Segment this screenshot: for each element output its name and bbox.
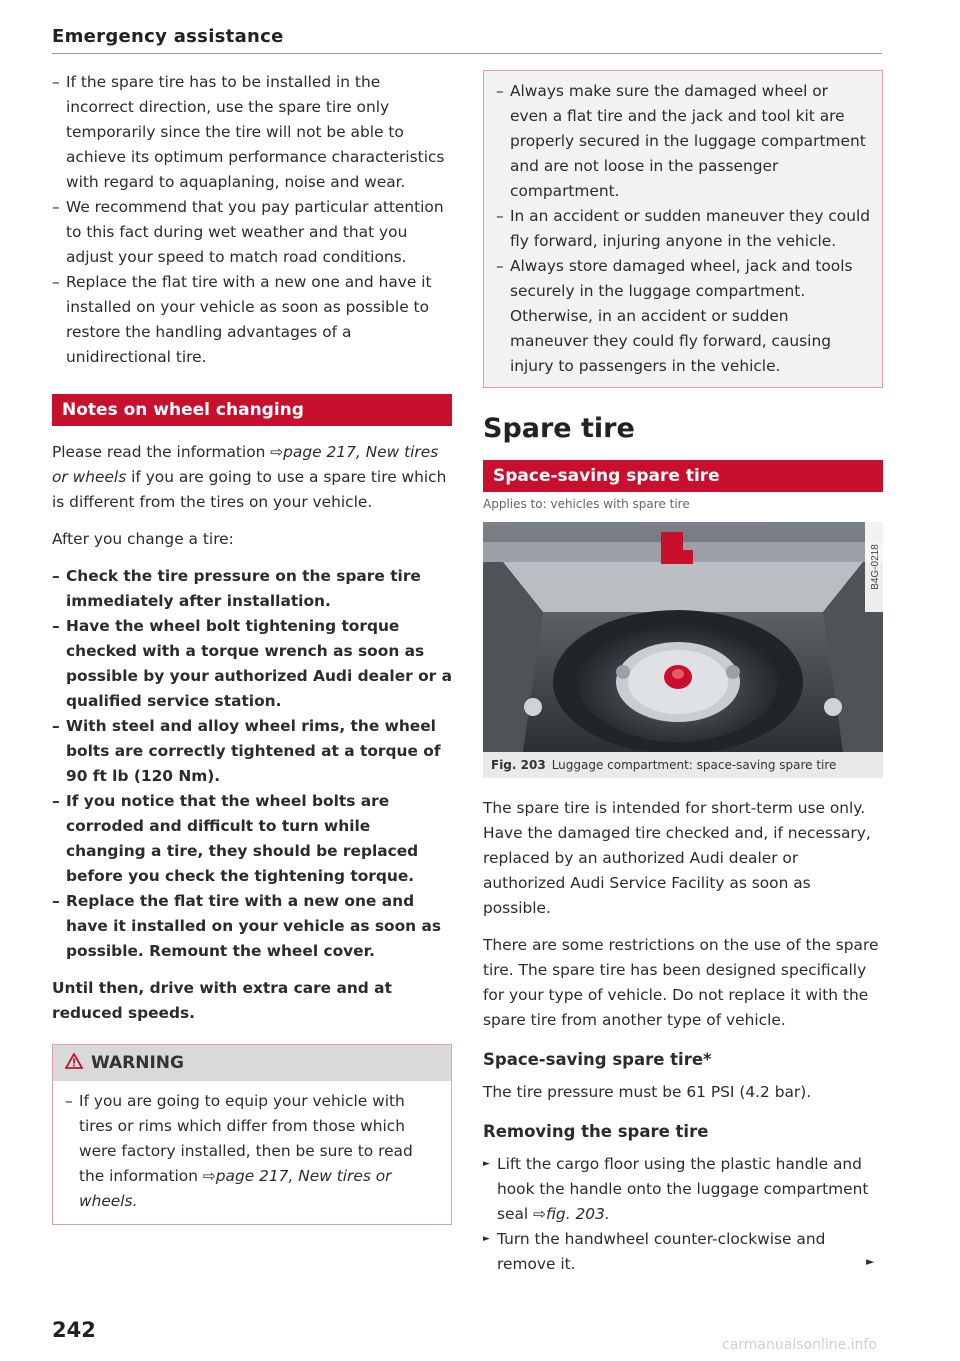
list-item: – In an accident or sudden maneuver they could fly forward, injuring anyone in the vehicle.	[496, 204, 870, 254]
warning-continuation-box	[483, 70, 883, 388]
list-item: – We recommend that you pay particular attention to this fact during wet weather and that you adjust your speed to match road conditions.	[52, 195, 452, 270]
list-item: – Have the wheel bolt tightening torque checked with a torque wrench as soon as possible by your authorized Audi dealer or a qualified service station.	[52, 614, 452, 714]
step-item: ► Lift the cargo floor using the plastic handle and hook the handle onto the luggage compartment seal ⇨fig. 203.	[483, 1152, 883, 1227]
after-change-text: After you change a tire:	[52, 530, 234, 548]
warning-box	[52, 1044, 452, 1225]
left-column	[52, 70, 452, 1225]
warning-header	[53, 1045, 451, 1081]
page-reference-link[interactable]: ⇨page 217, New tires or wheels	[52, 443, 439, 486]
page-number: 242	[52, 1318, 96, 1342]
read-info-paragraph: Please read the information ⇨page 217, New tires or wheels if you are going to use a spare tire which is different from the tires on your vehicle.	[52, 443, 447, 511]
notes-heading: Notes on wheel changing	[52, 394, 452, 426]
warning-label: WARNING	[91, 1053, 184, 1073]
warning-triangle-icon	[65, 1053, 83, 1069]
subheading-space-saving: Space-saving spare tire*	[483, 1050, 712, 1069]
applies-to-note: Applies to: vehicles with spare tire	[483, 497, 690, 511]
warning-text: – If you are going to equip your vehicle with tires or rims which differ from those which were factory installed, then be sure to read the information ⇨page 217, New tires or wheels.	[65, 1089, 439, 1214]
page-reference-link[interactable]: ⇨page 217, New tires or wheels.	[79, 1167, 392, 1210]
continue-arrow-icon: ►	[866, 1255, 875, 1268]
list-item: – Check the tire pressure on the spare tire immediately after installation.	[52, 564, 452, 614]
paragraph: The spare tire is intended for short-term use only. Have the damaged tire checked and, if necessary, replaced by an authorized Audi dealer or authorized Audi Service Facility as soon as possible.	[483, 799, 871, 917]
until-then-text: Until then, drive with extra care and at reduced speeds.	[52, 979, 392, 1022]
tire-pressure-text: The tire pressure must be 61 PSI (4.2 bar).	[483, 1083, 812, 1101]
list-item: – Always store damaged wheel, jack and tools securely in the luggage compartment. Otherwise, in an accident or sudden maneuver they could fly forward, causing injury to passengers in the vehicle.	[496, 254, 870, 383]
subheading-removing: Removing the spare tire	[483, 1122, 709, 1141]
figure-reference-link[interactable]: ⇨fig. 203.	[533, 1205, 610, 1223]
figure-code: B4G-0218	[870, 544, 881, 590]
list-item: – Always make sure the damaged wheel or even a flat tire and the jack and tool kit are properly secured in the luggage compartment and are not loose in the passenger compartment.	[496, 79, 870, 204]
spare-tire-illustration	[483, 522, 883, 752]
step-item: ► Turn the handwheel counter-clockwise and remove it.	[483, 1227, 883, 1277]
subsection-heading: Space-saving spare tire	[483, 460, 883, 492]
list-item: – If the spare tire has to be installed in the incorrect direction, use the spare tire only temporarily since the tire will not be able to achieve its optimum performance characteristics with regard to aquaplaning, noise and wear.	[52, 70, 452, 195]
figure-203	[483, 522, 883, 778]
page-header-title: Emergency assistance	[52, 26, 284, 47]
header-rule	[52, 53, 882, 54]
right-column	[483, 70, 883, 1277]
section-title: Spare tire	[483, 413, 635, 444]
list-item: – Replace the flat tire with a new one and have it installed on your vehicle as soon as possible to restore the handling advantages of a unidirectional tire.	[52, 270, 452, 370]
watermark-text: carmanualsonline.info	[722, 1337, 877, 1353]
list-item: – With steel and alloy wheel rims, the wheel bolts are correctly tightened at a torque of 90 ft lb (120 Nm).	[52, 714, 452, 789]
list-item: – Replace the flat tire with a new one and have it installed on your vehicle as soon as possible. Remount the wheel cover.	[52, 889, 452, 964]
paragraph: There are some restrictions on the use of the spare tire. The spare tire has been designed specifically for your type of vehicle. Do not replace it with the spare tire from another type of vehicle.	[483, 936, 879, 1029]
list-item: – If you notice that the wheel bolts are corroded and difficult to turn while changing a tire, they should be replaced before you check the tightening torque.	[52, 789, 452, 889]
figure-caption: Fig. 203 Luggage compartment: space-saving spare tire	[483, 752, 883, 778]
bold-list	[52, 564, 452, 964]
